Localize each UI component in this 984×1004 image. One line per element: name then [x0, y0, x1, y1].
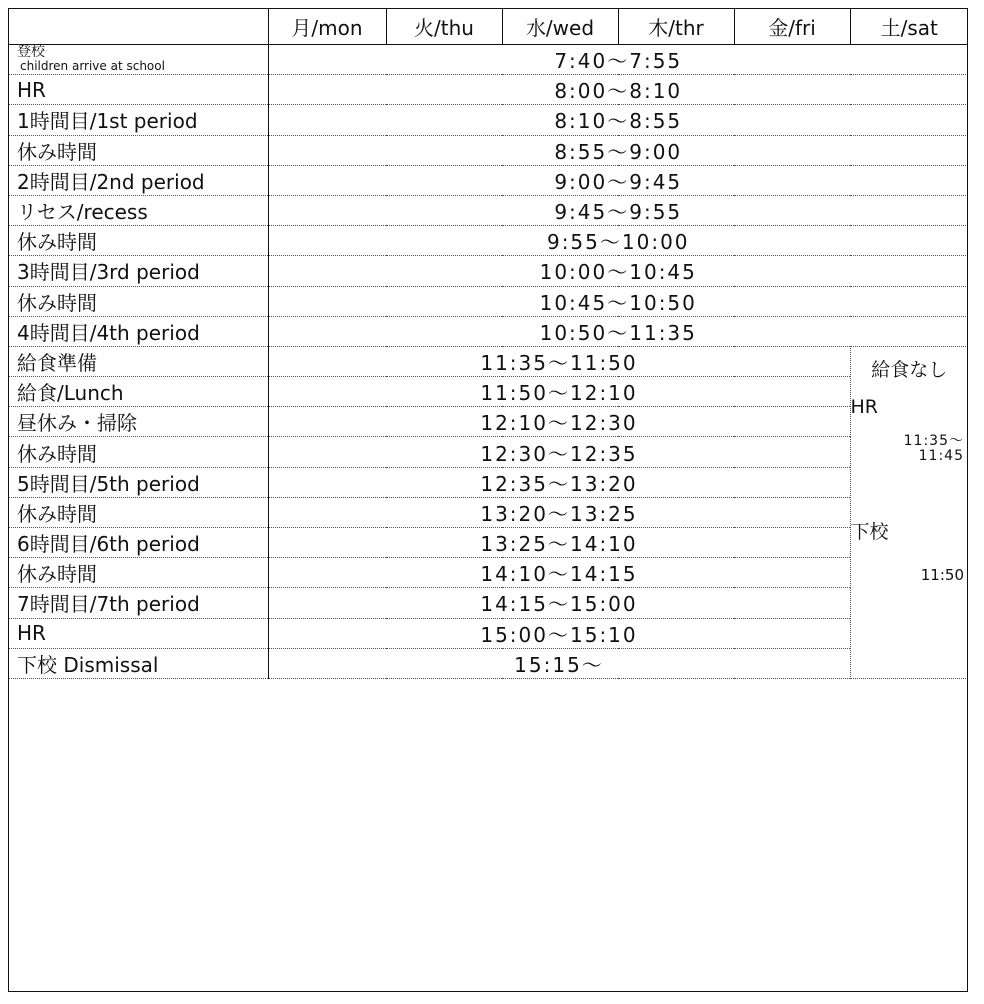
- row-time: 15:00〜15:10: [480, 622, 638, 647]
- row-time: 15:15〜: [514, 652, 604, 677]
- table-row: [8, 618, 968, 648]
- table-row: [8, 467, 968, 497]
- header-day-thu: 木/thr: [618, 8, 734, 45]
- row-time: 10:45〜10:50: [539, 290, 697, 315]
- row-time: 11:50〜12:10: [480, 381, 638, 406]
- row-label: 休み時間: [8, 286, 268, 316]
- row-label-arrival-jp: 登校: [17, 44, 45, 60]
- row-label: 給食準備: [8, 346, 268, 376]
- saturday-hr-label: HR: [850, 395, 878, 418]
- table-row: [8, 346, 968, 376]
- schedule-table-wrapper: [8, 8, 968, 679]
- header-day-tue: 火/thu: [386, 8, 502, 45]
- row-time: 10:50〜11:35: [539, 320, 697, 345]
- row-time: 8:55〜9:00: [554, 139, 683, 164]
- table-row: [8, 497, 968, 527]
- header-day-wed: 水/wed: [502, 8, 618, 45]
- row-label: 休み時間: [8, 135, 268, 165]
- row-label-arrival: [8, 45, 268, 75]
- table-row: [8, 226, 968, 256]
- table-row: [8, 407, 968, 437]
- table-row: [8, 588, 968, 618]
- row-time: 11:35〜11:50: [480, 350, 638, 375]
- row-time: 8:00〜8:10: [554, 79, 683, 104]
- row-label: 下校 Dismissal: [8, 648, 268, 678]
- row-label: 3時間目/3rd period: [8, 256, 268, 286]
- row-label: 昼休み・掃除: [8, 407, 268, 437]
- header-day-sat: 土/sat: [850, 8, 968, 45]
- row-label: 休み時間: [8, 226, 268, 256]
- row-time: 8:10〜8:55: [554, 109, 683, 134]
- table-row: [8, 165, 968, 195]
- table-row: [8, 195, 968, 225]
- row-label: 休み時間: [8, 497, 268, 527]
- row-label: 6時間目/6th period: [8, 528, 268, 558]
- row-time: 9:00〜9:45: [554, 169, 683, 194]
- row-time: 12:10〜12:30: [480, 411, 638, 436]
- table-row: [8, 286, 968, 316]
- saturday-schedule: [851, 347, 969, 678]
- row-label: リセス/recess: [8, 195, 268, 225]
- table-row: [8, 648, 968, 678]
- row-time: 10:00〜10:45: [539, 260, 697, 285]
- table-row: [8, 377, 968, 407]
- table-row: [8, 437, 968, 467]
- row-time: 14:15〜15:00: [480, 592, 638, 617]
- saturday-hr-time-end: 11:45: [918, 447, 964, 464]
- row-label: HR: [8, 75, 268, 105]
- row-time: 14:10〜14:15: [480, 562, 638, 587]
- row-label: 5時間目/5th period: [8, 467, 268, 497]
- table-row: [8, 316, 968, 346]
- row-label: 4時間目/4th period: [8, 316, 268, 346]
- saturday-no-lunch: 給食なし: [871, 358, 948, 381]
- saturday-hr-time: [904, 434, 964, 463]
- header-corner: [8, 8, 268, 45]
- row-label: 1時間目/1st period: [8, 105, 268, 135]
- row-time: 7:40〜7:55: [554, 49, 683, 74]
- saturday-hr-time-start: 11:35〜: [903, 432, 964, 449]
- row-time: 9:55〜10:00: [546, 230, 690, 255]
- table-row: [8, 75, 968, 105]
- school-timetable: [8, 8, 968, 679]
- row-time: 13:25〜14:10: [480, 532, 638, 557]
- table-row: [8, 558, 968, 588]
- row-label: 休み時間: [8, 437, 268, 467]
- row-label-arrival-en: children arrive at school: [20, 58, 165, 73]
- table-row: [8, 135, 968, 165]
- row-time: 13:20〜13:25: [480, 501, 638, 526]
- saturday-column: [850, 346, 968, 678]
- row-time: 12:30〜12:35: [480, 441, 638, 466]
- row-label: 7時間目/7th period: [8, 588, 268, 618]
- row-label: 2時間目/2nd period: [8, 165, 268, 195]
- saturday-dismissal-label: 下校: [850, 520, 889, 543]
- header-day-fri: 金/fri: [734, 8, 850, 45]
- saturday-dismissal-time: 11:50: [920, 565, 964, 584]
- row-label: 休み時間: [8, 558, 268, 588]
- table-row: [8, 528, 968, 558]
- table-row: [8, 45, 968, 75]
- table-row: [8, 105, 968, 135]
- header-day-mon: 月/mon: [268, 8, 386, 45]
- row-time: 9:45〜9:55: [554, 200, 683, 225]
- header-row: [8, 8, 968, 45]
- row-time: 12:35〜13:20: [480, 471, 638, 496]
- row-label: 給食/Lunch: [8, 377, 268, 407]
- table-row: [8, 256, 968, 286]
- row-label: HR: [8, 618, 268, 648]
